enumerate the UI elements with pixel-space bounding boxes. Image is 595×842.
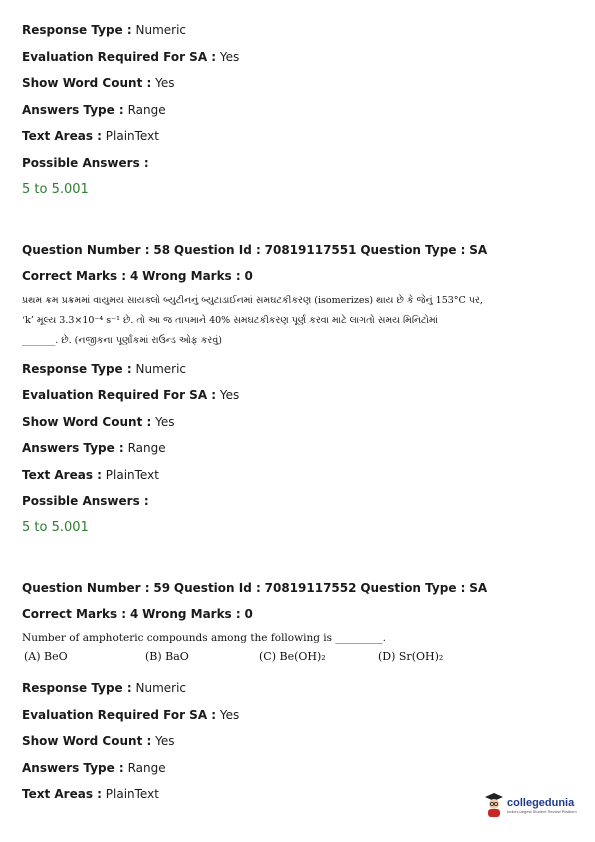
response-type-row: Response Type : Numeric	[22, 23, 187, 37]
word-count-row: Show Word Count : Yes	[22, 734, 175, 748]
option-b: (B) BaO	[145, 650, 189, 663]
collegedunia-logo	[484, 792, 577, 818]
text-areas-row: Text Areas : PlainText	[22, 468, 159, 482]
marks-row-58: Correct Marks : 4 Wrong Marks : 0	[22, 269, 253, 283]
logo-tagline: India's largest Student Review Platform	[507, 808, 577, 814]
question-text-58-line1: પ્રથમ ક્રમ પ્રક્રમમાં વાયુમય સાયક્લો બ્યુટીનનું બ્યુટાડાઈનમાં સમઘટકીકરણ (isomerizes) થાય છે કે જેનું 153°C પર,	[22, 295, 483, 306]
question-text-59: Number of amphoteric compounds among the following is _________.	[22, 632, 386, 644]
option-d: (D) Sr(OH)₂	[378, 650, 444, 663]
answers-type-row: Answers Type : Range	[22, 441, 166, 455]
text-areas-row: Text Areas : PlainText	[22, 129, 159, 143]
possible-answer-value: 5 to 5.001	[22, 520, 89, 535]
response-type-row: Response Type : Numeric	[22, 362, 187, 376]
possible-answers-label: Possible Answers :	[22, 156, 149, 170]
question-text-58-line3: _______. છે. (નજીકના પૂર્ણાંકમાં રાઉન્ડ ઓફ કરવું)	[22, 335, 222, 346]
text-areas-row: Text Areas : PlainText	[22, 787, 159, 801]
logo-name: collegedunia	[507, 796, 575, 809]
option-a: (A) BeO	[24, 650, 68, 663]
marks-row-59: Correct Marks : 4 Wrong Marks : 0	[22, 607, 253, 621]
evaluation-row: Evaluation Required For SA : Yes	[22, 708, 240, 722]
option-c: (C) Be(OH)₂	[259, 650, 326, 663]
evaluation-row: Evaluation Required For SA : Yes	[22, 50, 240, 64]
question-header-58: Question Number : 58 Question Id : 70819117551 Question Type : SA	[22, 243, 488, 257]
answers-type-row: Answers Type : Range	[22, 103, 166, 117]
answers-type-row: Answers Type : Range	[22, 761, 166, 775]
response-type-row: Response Type : Numeric	[22, 681, 187, 695]
evaluation-row: Evaluation Required For SA : Yes	[22, 388, 240, 402]
word-count-row: Show Word Count : Yes	[22, 415, 175, 429]
question-header-59: Question Number : 59 Question Id : 70819117552 Question Type : SA	[22, 581, 488, 595]
student-mascot-icon	[484, 792, 504, 818]
word-count-row: Show Word Count : Yes	[22, 76, 175, 90]
question-text-58-line2: ‘k’ મૂલ્ય 3.3×10⁻⁴ s⁻¹ છે. તો આ જ તાપમાને 40% સમઘટકીકરણ પૂર્ણ કરવા માટે લાગતો સમય મિનિટોમાં	[22, 315, 439, 326]
possible-answer-value: 5 to 5.001	[22, 182, 89, 197]
possible-answers-label: Possible Answers :	[22, 494, 149, 508]
